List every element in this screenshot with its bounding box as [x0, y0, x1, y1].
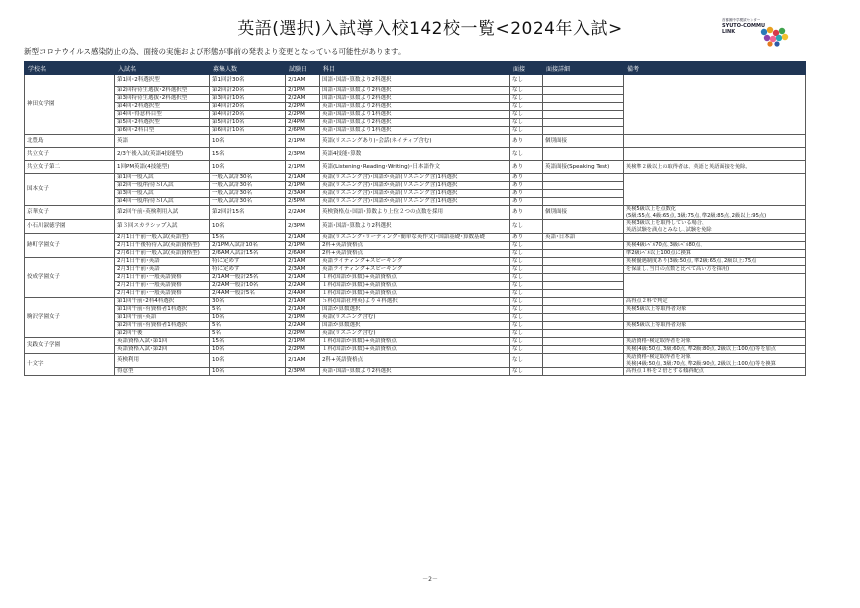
cell-subjects: 英語ライティング+スピーキング — [320, 258, 510, 266]
table-row — [25, 368, 806, 376]
table-row — [25, 298, 806, 306]
table-header-row — [25, 62, 806, 75]
cell-capacity: 2/1PM入試計10名 — [210, 242, 286, 250]
cell-date: 2/1AM — [286, 234, 320, 242]
cell-interview: なし — [510, 354, 543, 368]
cell-interview: なし — [510, 250, 543, 258]
cell-capacity: 一般入試計30名 — [210, 174, 286, 182]
cell-interview: なし — [510, 258, 543, 266]
table-row — [25, 330, 806, 338]
cell-school: 実践女子学園 — [25, 338, 115, 354]
header-interview-detail: 面接詳細 — [543, 62, 624, 75]
cell-remarks: 英検優遇制度あり(3級:50点､準2級:65点､2級以上:75点 — [624, 258, 806, 266]
cell-subjects: 2科+英語資格点 — [320, 250, 510, 258]
cell-interview: なし — [510, 75, 543, 87]
cell-exam-name: 第3回特待生選抜･2科選択型 — [115, 95, 210, 103]
cell-interview-detail — [543, 148, 624, 161]
cell-date: 2/2PM — [286, 346, 320, 354]
logo-line-3: LINK — [722, 29, 736, 35]
cell-interview-detail — [543, 266, 624, 274]
cell-capacity: 第5回計10名 — [210, 119, 286, 127]
cell-date: 2/6PM — [286, 127, 320, 135]
cell-subjects: 英語(リスニング含)･国語か英語(リスニング含)1科選択 — [320, 198, 510, 206]
cell-exam-name: 2月1日午前･英語 — [115, 258, 210, 266]
cell-exam-name: 第３回スカラシップ入試 — [115, 220, 210, 234]
table-row — [25, 148, 806, 161]
cell-subjects: 英語･国語･算数より2科選択 — [320, 119, 510, 127]
cell-remarks: 英検4級ﾚﾍﾞﾙ70点､3級ﾚﾍﾞﾙ80点､ — [624, 242, 806, 250]
header-exam-name: 入試名 — [115, 62, 210, 75]
cell-date: 2/2PM — [286, 103, 320, 111]
cell-school: 佼成学園女子 — [25, 258, 115, 298]
cell-interview: なし — [510, 282, 543, 290]
cell-subjects: 英語･国語･算数より2科選択 — [320, 220, 510, 234]
cell-interview-detail — [543, 174, 624, 182]
table-row — [25, 338, 806, 346]
cell-capacity: 2/1AM一般計25名 — [210, 274, 286, 282]
cell-exam-name: 2月4日午前･一般英語資格 — [115, 290, 210, 298]
cell-exam-name: 英語 — [115, 135, 210, 148]
cell-interview: なし — [510, 119, 543, 127]
cell-exam-name: 第5回･2科選択型 — [115, 119, 210, 127]
cell-capacity: 5名 — [210, 322, 286, 330]
cell-capacity: 第4回計20名 — [210, 103, 286, 111]
cell-interview-detail — [543, 258, 624, 266]
cell-interview-detail — [543, 242, 624, 250]
cell-date: 2/1AM — [286, 354, 320, 368]
cell-interview: なし — [510, 242, 543, 250]
cell-capacity: 15名 — [210, 234, 286, 242]
cell-interview: なし — [510, 322, 543, 330]
cell-interview-detail — [543, 250, 624, 258]
cell-capacity: 第2回計15名 — [210, 206, 286, 220]
cell-interview-detail — [543, 95, 624, 103]
cell-remarks — [624, 314, 806, 322]
cell-interview: あり — [510, 206, 543, 220]
table-row — [25, 242, 806, 250]
publisher-logo — [722, 8, 792, 52]
cell-subjects: 英語(Listening･Reading･Writing)･日本語作文 — [320, 161, 510, 174]
cell-interview-detail — [543, 274, 624, 282]
cell-interview-detail — [543, 330, 624, 338]
covid-notice: 新型コロナウイルス感染防止の為、面接の実施および形態が事前の発表より変更となっている可能性があります。 — [24, 47, 406, 56]
cell-interview: あり — [510, 174, 543, 182]
cell-subjects: 英検資格点･国語･算数より上位２つの点数を採用 — [320, 206, 510, 220]
table-row — [25, 258, 806, 266]
cell-school: 神田女学園 — [25, 75, 115, 135]
cell-interview-detail — [543, 290, 624, 298]
cell-interview-detail: 個別面接 — [543, 206, 624, 220]
cell-school: 共立女子 — [25, 148, 115, 161]
cell-capacity: 10名 — [210, 220, 286, 234]
cell-interview-detail — [543, 87, 624, 95]
table-row — [25, 220, 806, 234]
table-row — [25, 206, 806, 220]
cell-interview: なし — [510, 127, 543, 135]
cell-date: 2/1PM — [286, 135, 320, 148]
cell-interview: なし — [510, 338, 543, 346]
cell-remarks: 高得点２科で判定 — [624, 298, 806, 306]
cell-remarks: 英語資格･検定取得者を対象 — [624, 338, 806, 346]
cell-capacity: 10名 — [210, 314, 286, 322]
cell-interview-detail — [543, 103, 624, 111]
cell-exam-name: 第3回一般入試 — [115, 190, 210, 198]
cell-subjects: 国語･国語･算数より2科選択 — [320, 95, 510, 103]
cell-date: 2/2PM — [286, 111, 320, 119]
cell-capacity: 5名 — [210, 306, 286, 314]
cell-school: 駒沢学園女子 — [25, 298, 115, 338]
cell-exam-name: 1回PM英語(4技能型) — [115, 161, 210, 174]
cell-interview-detail — [543, 190, 624, 198]
cell-interview: なし — [510, 103, 543, 111]
cell-subjects: 英語･国語･算数より2科選択 — [320, 368, 510, 376]
page-title: 英語(選択)入試導入校142校一覧<2024年入試> — [237, 19, 623, 39]
cell-capacity: 第1回計30名 — [210, 75, 286, 87]
logo-line-2: SYUTO-COMMU — [722, 23, 766, 29]
cell-interview: あり — [510, 182, 543, 190]
cell-interview-detail — [543, 298, 624, 306]
cell-exam-name: 第1回午前･英語 — [115, 314, 210, 322]
cell-interview: あり — [510, 198, 543, 206]
cell-interview-detail — [543, 198, 624, 206]
cell-exam-name: 第2回午後 — [115, 330, 210, 338]
cell-exam-name: 得意型 — [115, 368, 210, 376]
cell-school: 京華女子 — [25, 206, 115, 220]
cell-exam-name: 2/3午後入試(英語4技能型) — [115, 148, 210, 161]
cell-remarks: 準2級ﾚﾍﾞﾙ以上100点に換算 — [624, 250, 806, 258]
cell-interview: あり — [510, 161, 543, 174]
header-interview: 面接 — [510, 62, 543, 75]
cell-interview: なし — [510, 306, 543, 314]
cell-subjects: １科(国語か算数)+英語資格点 — [320, 274, 510, 282]
cell-exam-name: 第4回一般/特待ＳⅠ入試 — [115, 198, 210, 206]
cell-subjects: 英語･国語･算数より1科選択 — [320, 127, 510, 135]
cell-date: 2/3AM — [286, 266, 320, 274]
cell-subjects: 英語･国語･算数より2科選択 — [320, 103, 510, 111]
cell-interview-detail — [543, 119, 624, 127]
cell-exam-name: 第1回･2科選択型 — [115, 75, 210, 87]
cell-capacity: 第2回計20名 — [210, 87, 286, 95]
cell-interview: あり — [510, 190, 543, 198]
cell-remarks — [624, 174, 806, 206]
admissions-table — [24, 61, 806, 376]
cell-interview-detail — [543, 127, 624, 135]
cell-interview-detail: 個別面接 — [543, 135, 624, 148]
cell-capacity: 特に定めず — [210, 266, 286, 274]
cell-remarks — [624, 274, 806, 298]
cell-subjects: １科(国語か算数)+英語資格点 — [320, 346, 510, 354]
logo-dots-icon — [760, 26, 792, 48]
cell-exam-name: 第4回･得意科目型 — [115, 111, 210, 119]
cell-school: 共立女子第二 — [25, 161, 115, 174]
cell-subjects: 英語･国語･算数より1科選択 — [320, 111, 510, 119]
logo-line-1: 首都圏中学模試センター — [722, 18, 761, 22]
cell-subjects: 英語(リスニング含)･国語か英語(リスニング含)1科選択 — [320, 174, 510, 182]
header-subjects: 科目 — [320, 62, 510, 75]
cell-school: 国本女子 — [25, 174, 115, 206]
cell-date: 2/6AM — [286, 250, 320, 258]
cell-exam-name: 2月2日午前･一般英語資格 — [115, 282, 210, 290]
cell-subjects: 2科+英語資格点 — [320, 354, 510, 368]
cell-interview: なし — [510, 314, 543, 322]
cell-interview-detail: 英語面接(Speaking Test) — [543, 161, 624, 174]
cell-remarks: 高得点１科を２倍とする傾斜配点 — [624, 368, 806, 376]
cell-remarks: 英検3級以上を取得している場合､ 英語試験を満点とみなし､試験を免除 — [624, 220, 806, 234]
cell-subjects: 英語4技能･算数 — [320, 148, 510, 161]
table-row — [25, 250, 806, 258]
cell-capacity: 特に定めず — [210, 258, 286, 266]
cell-capacity: 一般入試計30名 — [210, 190, 286, 198]
cell-interview: なし — [510, 95, 543, 103]
header-date: 試験日 — [286, 62, 320, 75]
cell-subjects: 英語(リスニング含む) — [320, 330, 510, 338]
cell-date: 2/1PM — [286, 314, 320, 322]
cell-capacity: 2/4AM一般計5名 — [210, 290, 286, 298]
cell-remarks — [624, 148, 806, 161]
table-row — [25, 75, 806, 87]
cell-interview: あり — [510, 234, 543, 242]
cell-subjects: 英語(リスニング含)･国語か英語(リスニング含)1科選択 — [320, 182, 510, 190]
cell-exam-name: 第2回午前･英検利用入試 — [115, 206, 210, 220]
cell-exam-name: 2月1日午後特待入試(英語資格型) — [115, 242, 210, 250]
cell-date: 2/1PM — [286, 182, 320, 190]
cell-exam-name: 第1回午前･有資格者1科選択 — [115, 306, 210, 314]
cell-school: 跡町学園女子 — [25, 234, 115, 258]
cell-date: 2/1AM — [286, 306, 320, 314]
cell-remarks: 英検(4級:50点､3級:60点､準2級:80点､2級以上:100点)等を加点 — [624, 346, 806, 354]
cell-school: 十文字 — [25, 354, 115, 376]
cell-remarks: 英検準２級以上の取得者は、英語と英語面接を免除。 — [624, 161, 806, 174]
cell-date: 2/1PM — [286, 87, 320, 95]
cell-interview-detail — [543, 220, 624, 234]
cell-interview: なし — [510, 87, 543, 95]
cell-date: 2/1PM — [286, 161, 320, 174]
cell-exam-name: 第1回午前･2科4科選択 — [115, 298, 210, 306]
table-row — [25, 135, 806, 148]
cell-interview: なし — [510, 111, 543, 119]
cell-capacity: 10名 — [210, 346, 286, 354]
cell-capacity: 5名 — [210, 330, 286, 338]
cell-exam-name: 第2回一般/特待ＳⅠ入試 — [115, 182, 210, 190]
cell-interview: なし — [510, 346, 543, 354]
cell-capacity: 15名 — [210, 338, 286, 346]
cell-capacity: 一般入試計30名 — [210, 198, 286, 206]
cell-date: 2/2AM — [286, 282, 320, 290]
cell-interview: なし — [510, 368, 543, 376]
cell-exam-name: 第6回･2科目型 — [115, 127, 210, 135]
table-row — [25, 234, 806, 242]
cell-remarks: 英検5級以上等取得者対象 — [624, 306, 806, 314]
cell-remarks — [624, 330, 806, 338]
cell-interview-detail — [543, 282, 624, 290]
cell-interview-detail — [543, 322, 624, 330]
table-row — [25, 322, 806, 330]
cell-capacity: 2/2AM一般計10名 — [210, 282, 286, 290]
cell-date: 2/3PM — [286, 368, 320, 376]
cell-capacity: 30名 — [210, 298, 286, 306]
cell-exam-name: 英語資格入試･第1回 — [115, 338, 210, 346]
cell-capacity: 10名 — [210, 161, 286, 174]
cell-interview: あり — [510, 135, 543, 148]
header-remarks: 備考 — [624, 62, 806, 75]
cell-interview-detail — [543, 354, 624, 368]
cell-capacity: 10名 — [210, 135, 286, 148]
table-row — [25, 346, 806, 354]
cell-capacity: 第4回計20名 — [210, 111, 286, 119]
cell-interview: なし — [510, 220, 543, 234]
cell-interview-detail — [543, 314, 624, 322]
cell-subjects: 国語･国語･算数より2科選択 — [320, 87, 510, 95]
header-capacity: 募集人数 — [210, 62, 286, 75]
cell-interview-detail — [543, 338, 624, 346]
cell-capacity: 10名 — [210, 368, 286, 376]
cell-subjects: 英語ライティング+スピーキング — [320, 266, 510, 274]
cell-subjects: 英語(リスニング含)･国語か英語(リスニング含)1科選択 — [320, 190, 510, 198]
cell-subjects: 英語(リスニング･リーディング･簡単な英作文)･国語基礎･算数基礎 — [320, 234, 510, 242]
cell-date: 2/1AM — [286, 174, 320, 182]
cell-subjects: １科(国語か算数)+英語資格点 — [320, 290, 510, 298]
cell-interview: なし — [510, 290, 543, 298]
cell-exam-name: 英語資格入試･第2回 — [115, 346, 210, 354]
cell-date: 2/3AM — [286, 190, 320, 198]
table-row — [25, 314, 806, 322]
cell-school: 小石川淑徳学園 — [25, 220, 115, 234]
cell-date: 2/3PM — [286, 148, 320, 161]
cell-date: 2/1PM — [286, 338, 320, 346]
cell-exam-name: 第2回午前･有資格者1科選択 — [115, 322, 210, 330]
cell-school: 北豊島 — [25, 135, 115, 148]
cell-remarks — [624, 135, 806, 148]
cell-subjects: ５科(国語社理英)より４科選択 — [320, 298, 510, 306]
cell-exam-name: 2月1日午前一般入試(英語型) — [115, 234, 210, 242]
table-row — [25, 174, 806, 182]
cell-exam-name: 2月1日午前･一般英語資格 — [115, 274, 210, 282]
cell-subjects: １科(国語か算数)+英語資格点 — [320, 338, 510, 346]
cell-interview-detail — [543, 182, 624, 190]
cell-date: 2/2PM — [286, 330, 320, 338]
cell-interview-detail: 英語･日本語 — [543, 234, 624, 242]
cell-exam-name: 2月6日午前一般入試(英語資格型) — [115, 250, 210, 258]
cell-subjects: 国語か算数選択 — [320, 306, 510, 314]
table-row — [25, 161, 806, 174]
cell-remarks: を保証し､当日の点数と比べて高い方を採用) — [624, 266, 806, 274]
cell-date: 2/1AM — [286, 274, 320, 282]
cell-capacity: 第3回計10名 — [210, 95, 286, 103]
cell-date: 2/2AM — [286, 206, 320, 220]
cell-date: 2/4AM — [286, 290, 320, 298]
table-row — [25, 306, 806, 314]
cell-interview: なし — [510, 148, 543, 161]
cell-date: 2/2AM — [286, 322, 320, 330]
cell-remarks: 英語資格･検定取得者を対象 英検(4級:50点､3級:70点､準2級:90点､2級以上:100点)等を換算 — [624, 354, 806, 368]
cell-interview: なし — [510, 330, 543, 338]
cell-date: 2/1PM — [286, 242, 320, 250]
cell-date: 2/2AM — [286, 95, 320, 103]
cell-remarks: 英検5級以上を点数化 (5級:55点､4級:65点､3級:75点､準2級:85点､2級以上:95点) — [624, 206, 806, 220]
cell-interview-detail — [543, 368, 624, 376]
cell-date: 2/3PM — [286, 220, 320, 234]
cell-interview-detail — [543, 306, 624, 314]
cell-capacity: 10名 — [210, 354, 286, 368]
cell-date: 2/4PM — [286, 119, 320, 127]
table-row — [25, 266, 806, 274]
cell-remarks — [624, 75, 806, 135]
cell-subjects: 国語･国語･算数より2科選択 — [320, 75, 510, 87]
cell-interview-detail — [543, 111, 624, 119]
cell-interview: なし — [510, 266, 543, 274]
table-row — [25, 274, 806, 282]
cell-subjects: 国語か算数選択 — [320, 322, 510, 330]
cell-date: 2/1AM — [286, 298, 320, 306]
cell-capacity: 一般入試計30名 — [210, 182, 286, 190]
cell-remarks: 英検5級以上等取得者対象 — [624, 322, 806, 330]
cell-exam-name: 2月3日午前･英語 — [115, 266, 210, 274]
cell-date: 2/1AM — [286, 258, 320, 266]
cell-date: 2/5PM — [286, 198, 320, 206]
header-school: 学校名 — [25, 62, 115, 75]
cell-exam-name: 第2回特待生選抜･2科選択型 — [115, 87, 210, 95]
cell-capacity: 第6回計10名 — [210, 127, 286, 135]
cell-remarks — [624, 234, 806, 242]
page-number: －2－ — [422, 576, 438, 583]
cell-subjects: 2科+英語資格点 — [320, 242, 510, 250]
cell-subjects: １科(国語か算数)+英語資格点 — [320, 282, 510, 290]
cell-subjects: 英語(リスニング含む) — [320, 314, 510, 322]
cell-subjects: 英語(リスニングあり)･会話(ネイティブ含む) — [320, 135, 510, 148]
cell-exam-name: 第4回･2科選択型 — [115, 103, 210, 111]
table-row — [25, 354, 806, 368]
cell-exam-name: 第1回一般入試 — [115, 174, 210, 182]
cell-interview-detail — [543, 346, 624, 354]
table-body — [25, 75, 806, 376]
cell-date: 2/1AM — [286, 75, 320, 87]
cell-interview-detail — [543, 75, 624, 87]
cell-capacity: 15名 — [210, 148, 286, 161]
cell-exam-name: 英検利用 — [115, 354, 210, 368]
cell-interview: なし — [510, 298, 543, 306]
cell-capacity: 2/6AM入試計15名 — [210, 250, 286, 258]
cell-interview: なし — [510, 274, 543, 282]
